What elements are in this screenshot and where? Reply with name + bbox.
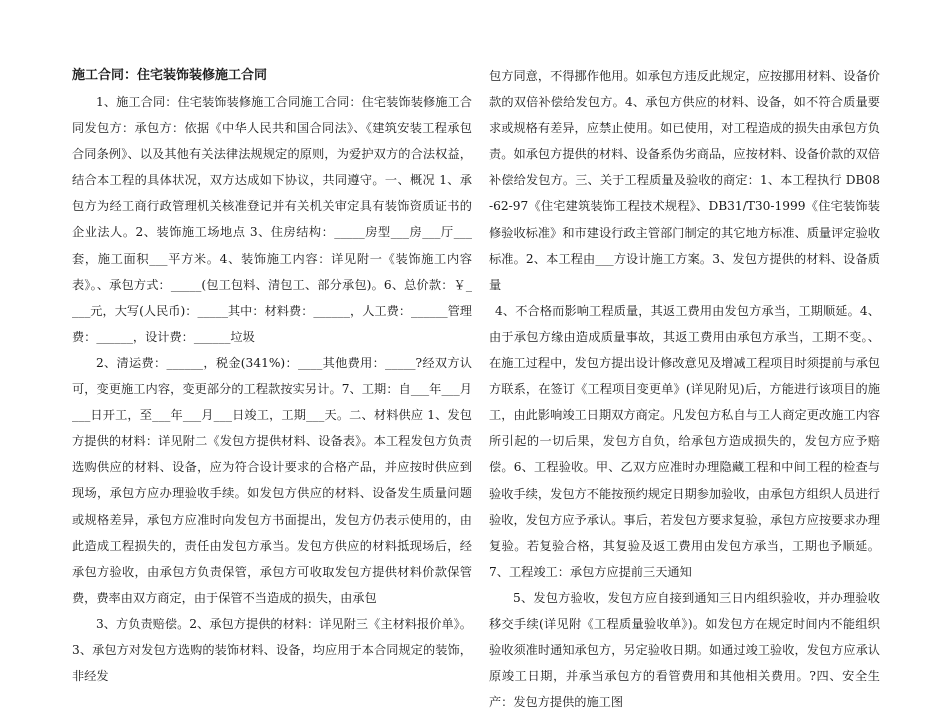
paragraph: 2、清运费：______，税金(341%)：____其他费用：_____?经双方认可，变更施工内容，变更部分的工程款按实另计。7、工期：自___年___月___日开工，至___年___月___日竣工，工期___天。二、材料供应 1、发包方提供的材料：详见附二《发包方提供材料、设备表》。本工程发包方负责选购供应的材料、设备，应为符合设计要求的合格产品，并应按时供应到现场，承包方应办理验收手续。如发包方供应的材料、设备发生质量问题或规格差异，承包方应准时向发包方书面提出，发包方仍表示使用的，由此造成工程损失的，责任由发包方承当。发包方供应的材料抵现场后，经承包方验收，由承包方负责保管，承包方可收取发包方提供材料价款保管费，费率由双方商定，由于保管不当造成的损失，由承包	[72, 355, 472, 605]
paragraph: 3、方负责赔偿。2、承包方提供的材料：详见附三《主材料报价单》。3、承包方对发包方选购的装饰材料、设备，均应用于本合同规定的装饰，非经发	[72, 616, 472, 684]
document-title: 施工合同：住宅装饰装修施工合同	[72, 68, 268, 83]
right-column	[489, 63, 880, 715]
left-column	[72, 63, 472, 689]
paragraph: 1、施工合同：住宅装饰装修施工合同施工合同：住宅装饰装修施工合同发包方：承包方：依据《中华人民共和国合同法》、《建筑安装工程承包合同条例》、以及其他有关法律法规规定的原则，为爱护双方的合法权益，结合本工程的具体状况，双方达成如下协议，共同遵守。一、概况 1、承包方为经工商行政管理机关核准登记并有关机关审定具有装饰资质证书的企业法人。2、装饰施工场地点 3、住房结构：_____房型___房___厅___套，施工面积___平方米。4、装饰施工内容：详见附一《装饰施工内容表》。、承包方式：_____(包工包料、清包工、部分承包)。6、总价款：￥____元，大写(人民币)：_____其中：材料费：______，人工费：______管理费：______，设计费：______垃圾	[72, 95, 472, 344]
paragraph: 包方同意，不得挪作他用。如承包方违反此规定，应按挪用材料、设备价款的双倍补偿给发包方。4、承包方供应的材料、设备，如不符合质量要求或规格有差异，应禁止使用。如已使用，对工程造成的损失由承包方负责。如承包方提供的材料、设备系伪劣商品，应按材料、设备价款的双倍补偿给发包方。三、关于工程质量及验收的商定：1、本工程执行 DB08-62-97《住宅建筑装饰工程技术规程》、DB31/T30-1999《住宅装饰装修验收标准》和市建设行政主管部门制定的其它地方标准、质量评定验收标准。2、本工程由___方设计施工方案。3、发包方提供的材料、设备质量	[489, 69, 880, 292]
paragraph: 5、发包方验收，发包方应自接到通知三日内组织验收，并办理验收移交手续(详见附《工程质量验收单》)。如发包方在规定时间内不能组织验收须准时通知承包方，另定验收日期。如通过竣工验收，发包方应承认原竣工日期，并承当承包方的看管费用和其他相关费用。?四、安全生产：发包方提供的施工图	[489, 590, 880, 710]
paragraph: 4、不合格而影响工程质量，其返工费用由发包方承当，工期顺延。4、由于承包方缘由造成质量事故，其返工费用由承包方承当，工期不变。、在施工过程中，发包方提出设计修改意见及增减工程项目时须提前与承包方联系，在签订《工程项目变更单》(详见附见)后，方能进行该项目的施工，由此影响竣工日期双方商定。凡发包方私自与工人商定更改施工内容所引起的一切后果，发包方自负，给承包方造成损失的，发包方应予赔偿。6、工程验收。甲、乙双方应准时办理隐藏工程和中间工程的检查与验收手续，发包方不能按预约规定日期参加验收，由承包方组织人员进行验收，发包方应予承认。事后，若发包方要求复验，承包方应按要求办理复验。若复验合格，其复验及返工费用由发包方承当，工期也予顺延。7、工程竣工：承包方应提前三天通知	[489, 303, 880, 579]
